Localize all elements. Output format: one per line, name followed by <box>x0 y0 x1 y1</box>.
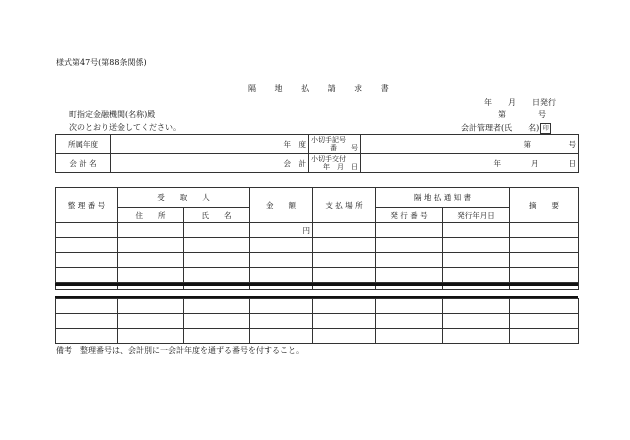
check-number-label-line1: 小切手記号 <box>311 136 346 144</box>
fiscal-year-field[interactable]: 年 度 <box>111 135 309 154</box>
form-number: 様式第47号(第88条関係) <box>56 58 147 67</box>
table-row <box>56 299 579 314</box>
fiscal-year-label: 所属年度 <box>56 135 111 154</box>
check-date-label-line2: 年 月 日 <box>323 163 358 171</box>
header-name: 氏 名 <box>184 208 250 223</box>
check-date-label-line1: 小切手交付 <box>311 155 346 163</box>
serial-cell[interactable] <box>56 223 118 238</box>
header-place: 支 払 場 所 <box>313 188 376 223</box>
check-number-label <box>309 135 361 154</box>
name-cell[interactable] <box>184 223 250 238</box>
footnote: 備考 整理番号は、会計別に一会計年度を通ずる番号を付すること。 <box>56 346 304 355</box>
top-info-table <box>55 134 579 173</box>
header-recipient: 受 取 人 <box>118 188 250 208</box>
table-row <box>56 329 579 344</box>
issue-date-line: 年 月 日発行 <box>484 98 556 107</box>
table-row <box>56 314 579 329</box>
check-date-label <box>309 154 361 173</box>
header-issue-number: 発 行 番 号 <box>376 208 443 223</box>
instruction-text: 次のとおり送金してください。 <box>69 123 181 132</box>
account-label: 会 計 名 <box>56 154 111 173</box>
issue-number-cell[interactable] <box>376 223 443 238</box>
header-remarks: 摘 要 <box>510 188 579 223</box>
amount-cell[interactable]: 円 <box>250 223 313 238</box>
header-issue-date: 発行年月日 <box>443 208 510 223</box>
address-cell[interactable] <box>118 223 184 238</box>
table-row <box>56 268 579 283</box>
check-date-field[interactable]: 年 月 日 <box>361 154 579 173</box>
addressee: 町指定金融機関(名称)殿 <box>69 110 156 119</box>
header-amount: 金 額 <box>250 188 313 223</box>
check-number-label-line2: 番 号 <box>330 144 358 152</box>
manager-line <box>461 123 551 134</box>
header-serial: 整 理 番 号 <box>56 188 118 223</box>
form-title: 隔 地 払 請 求 書 <box>248 84 397 93</box>
section-divider-top <box>55 283 578 286</box>
account-field[interactable]: 会 計 <box>111 154 309 173</box>
table-row <box>56 238 579 253</box>
seal-box: 印 <box>540 123 551 134</box>
remarks-cell[interactable] <box>510 223 579 238</box>
remittance-table-continued <box>55 298 579 344</box>
manager-label: 会計管理者(氏 名) <box>461 123 540 133</box>
issue-date-cell[interactable] <box>443 223 510 238</box>
table-row <box>56 223 579 238</box>
header-address: 住 所 <box>118 208 184 223</box>
issue-number-line: 第 号 <box>498 110 546 119</box>
header-notice: 隔 地 払 通 知 書 <box>376 188 510 208</box>
table-row <box>56 253 579 268</box>
check-number-field[interactable]: 第 号 <box>361 135 579 154</box>
remittance-table <box>55 187 579 290</box>
place-cell[interactable] <box>313 223 376 238</box>
